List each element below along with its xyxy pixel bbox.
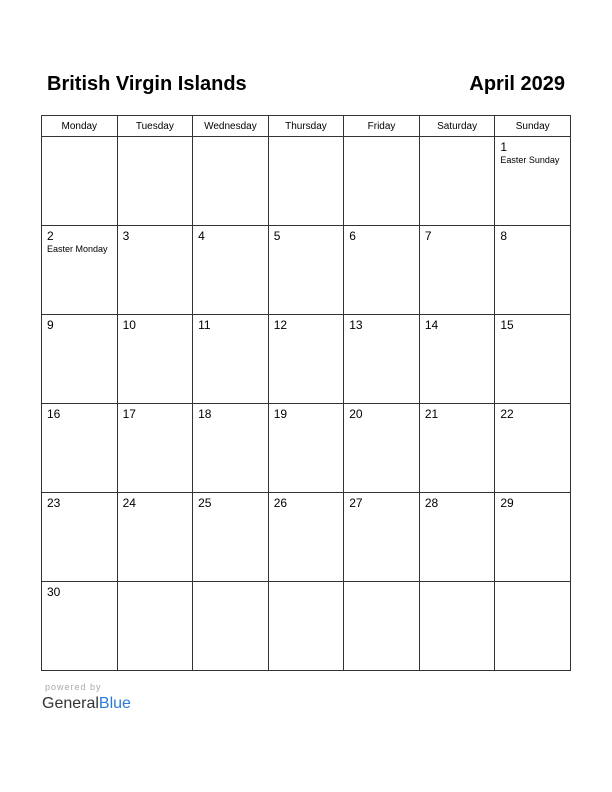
weekday-header: Saturday <box>419 116 495 137</box>
weekday-header: Sunday <box>495 116 571 137</box>
calendar-grid <box>41 115 571 671</box>
day-cell <box>42 226 118 315</box>
day-cell <box>268 137 344 226</box>
week-row <box>42 404 571 493</box>
day-number: 4 <box>198 229 205 243</box>
day-number: 16 <box>47 407 61 421</box>
day-cell <box>117 493 193 582</box>
day-cell <box>117 226 193 315</box>
day-number: 21 <box>424 407 439 421</box>
logo-text-blue: Blue <box>98 695 131 712</box>
holiday-label: Easter Sunday <box>500 155 560 165</box>
day-cell <box>419 137 495 226</box>
week-row <box>42 493 571 582</box>
day-cell <box>42 582 118 671</box>
day-cell <box>344 137 420 226</box>
day-cell <box>419 493 495 582</box>
day-cell <box>193 315 269 404</box>
day-cell <box>268 315 344 404</box>
powered-by-label: powered by <box>45 682 102 692</box>
day-cell <box>495 315 571 404</box>
calendar-month-title: April 2029 <box>469 73 565 95</box>
week-row <box>42 582 571 671</box>
day-cell <box>344 582 420 671</box>
day-cell <box>495 404 571 493</box>
day-cell <box>419 226 495 315</box>
day-cell <box>193 137 269 226</box>
day-number: 12 <box>273 318 288 332</box>
day-number: 27 <box>349 496 363 510</box>
day-number: 29 <box>500 496 514 510</box>
holiday-label: Easter Monday <box>47 244 108 254</box>
logo-text-general: General <box>42 695 99 712</box>
day-number: 18 <box>198 407 212 421</box>
day-number: 17 <box>122 407 136 421</box>
day-cell <box>268 493 344 582</box>
day-number: 14 <box>424 318 439 332</box>
day-number: 15 <box>500 318 514 332</box>
day-cell <box>193 582 269 671</box>
day-cell <box>495 493 571 582</box>
day-cell <box>419 315 495 404</box>
day-cell <box>268 226 344 315</box>
day-cell <box>193 404 269 493</box>
day-cell <box>42 137 118 226</box>
day-cell <box>117 404 193 493</box>
day-cell <box>193 493 269 582</box>
day-number: 7 <box>424 229 432 243</box>
week-row <box>42 315 571 404</box>
week-row <box>42 137 571 226</box>
day-number: 10 <box>122 318 136 332</box>
day-cell <box>193 226 269 315</box>
week-row <box>42 226 571 315</box>
day-cell <box>42 315 118 404</box>
day-number: 1 <box>500 140 508 154</box>
day-number: 3 <box>122 229 130 243</box>
weekday-header: Friday <box>344 116 420 137</box>
day-number: 5 <box>273 229 281 243</box>
generalblue-logo <box>42 694 131 714</box>
day-cell <box>117 315 193 404</box>
day-number: 24 <box>122 496 136 510</box>
day-number: 9 <box>47 318 54 332</box>
day-number: 25 <box>198 496 212 510</box>
day-cell <box>268 404 344 493</box>
day-number: 28 <box>424 496 439 510</box>
day-number: 13 <box>349 318 363 332</box>
day-number: 11 <box>198 318 211 332</box>
weekday-header: Tuesday <box>117 116 193 137</box>
day-cell <box>344 493 420 582</box>
day-number: 30 <box>47 585 61 599</box>
day-number: 2 <box>47 229 54 243</box>
weekday-header: Monday <box>42 116 118 137</box>
day-cell <box>495 582 571 671</box>
day-cell <box>117 582 193 671</box>
weekday-header-row <box>42 116 571 137</box>
day-cell <box>419 582 495 671</box>
day-number: 8 <box>500 229 508 243</box>
calendar-country-title: British Virgin Islands <box>47 73 247 95</box>
day-number: 23 <box>47 496 61 510</box>
day-cell <box>344 226 420 315</box>
day-cell <box>344 315 420 404</box>
day-cell <box>495 137 571 226</box>
day-cell <box>344 404 420 493</box>
day-cell <box>117 137 193 226</box>
day-cell <box>495 226 571 315</box>
day-cell <box>268 582 344 671</box>
day-cell <box>42 404 118 493</box>
weekday-header: Wednesday <box>193 116 269 137</box>
day-cell <box>42 493 118 582</box>
weekday-header: Thursday <box>268 116 344 137</box>
day-number: 20 <box>349 407 363 421</box>
day-number: 6 <box>349 229 356 243</box>
day-number: 19 <box>273 407 288 421</box>
day-cell <box>419 404 495 493</box>
day-number: 22 <box>500 407 514 421</box>
day-number: 26 <box>273 496 288 510</box>
